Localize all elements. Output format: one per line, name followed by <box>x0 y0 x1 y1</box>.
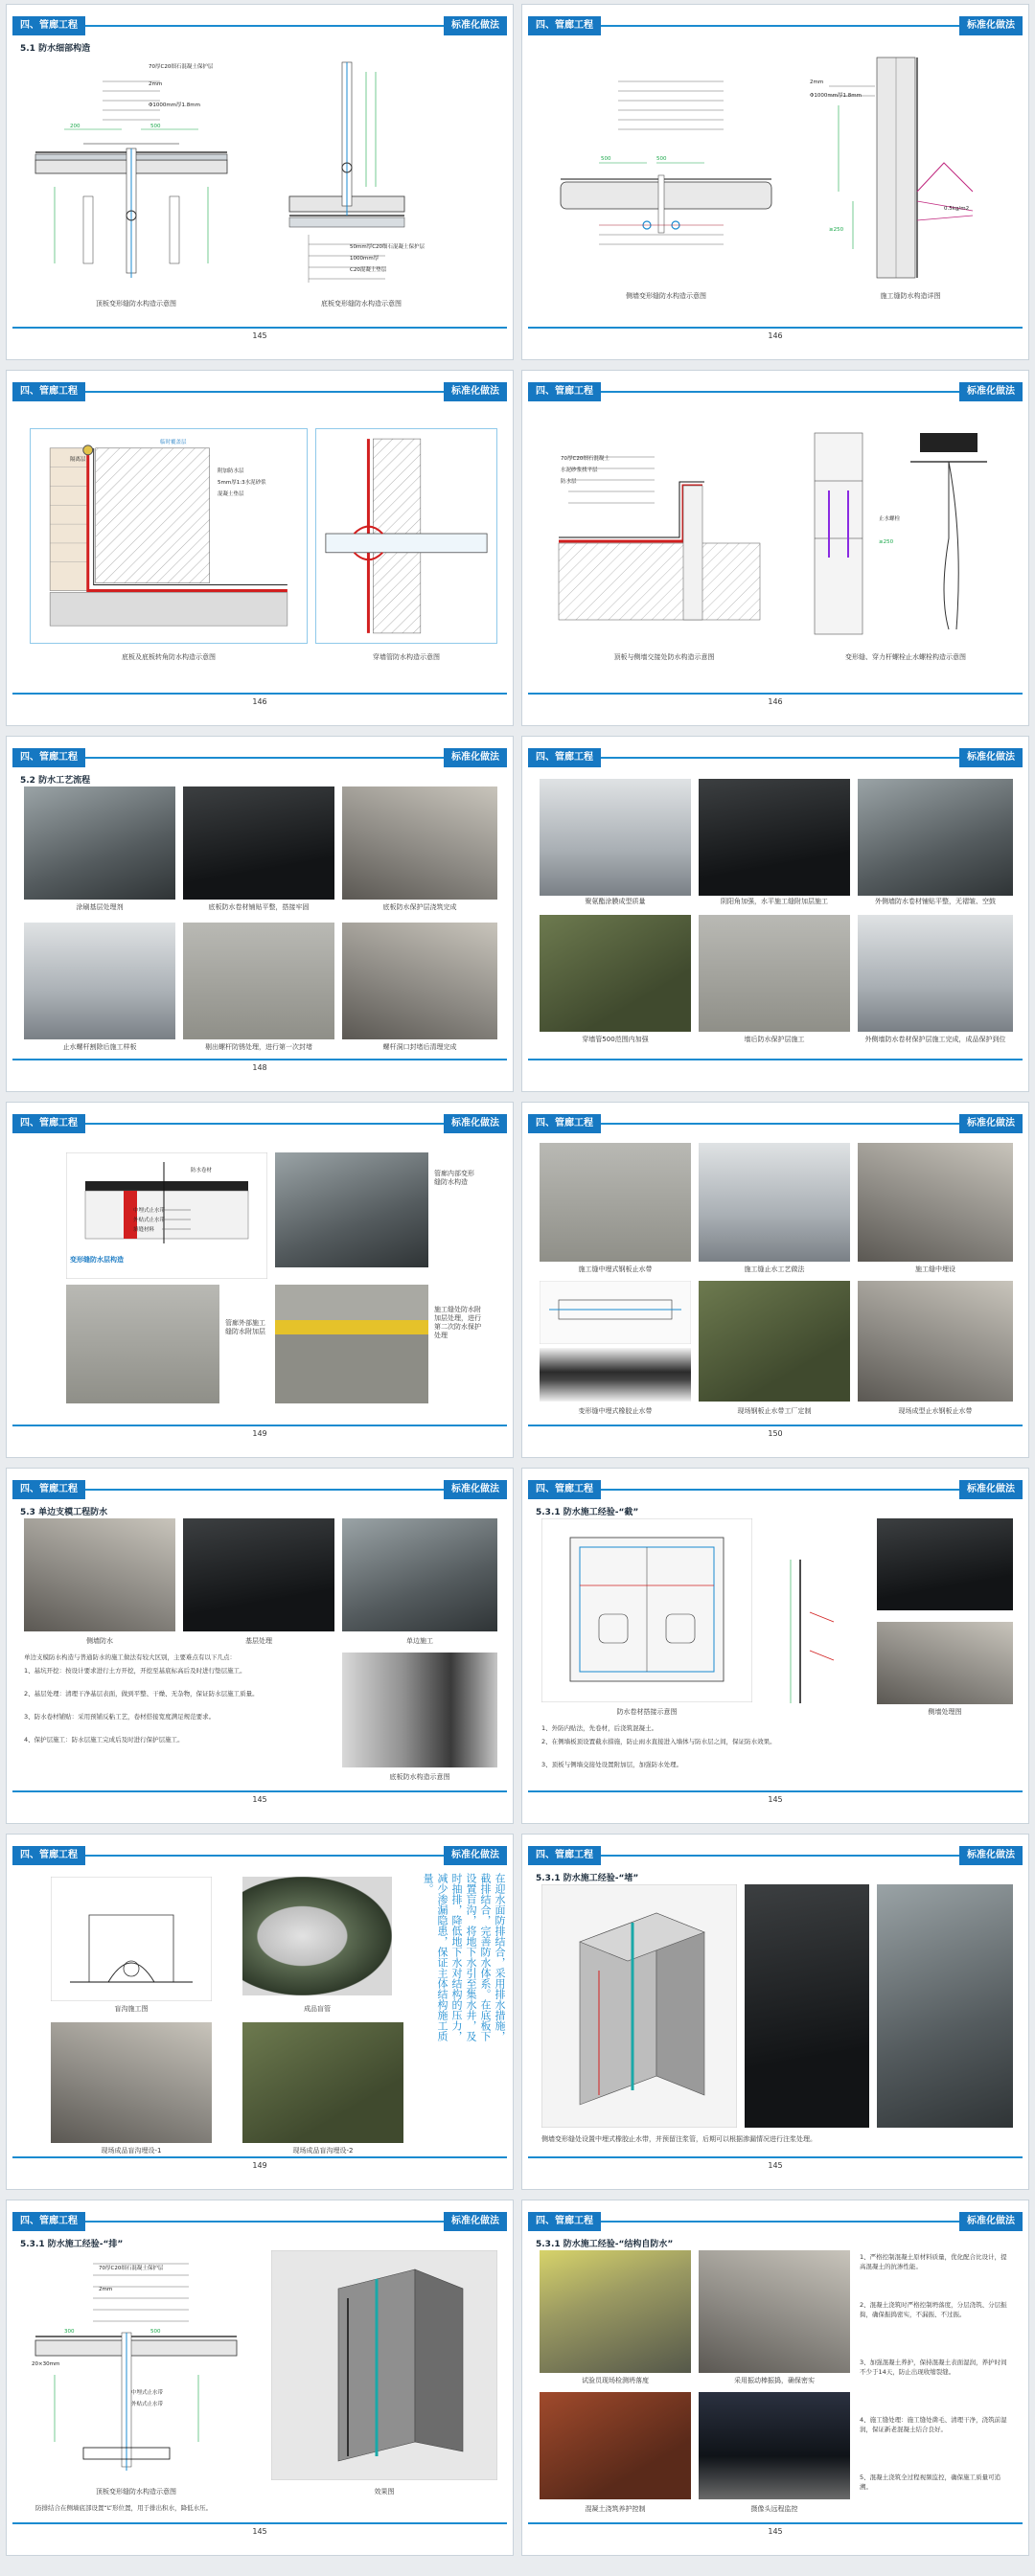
drawing-label: 防水层 <box>561 479 577 485</box>
body-paragraph: 2、在侧墙板顶设置截水措施，防止雨水直接进入墙体与防水层之间，保证防水效果。 <box>541 1738 776 1745</box>
drawing-label: 水泥砂浆找平层 <box>561 467 598 473</box>
section-badge: 四、管廊工程 <box>528 382 601 401</box>
slide-13 <box>6 2200 514 2556</box>
drawing-label: 500 <box>601 156 611 162</box>
vertical-description: 在迎水面防排结合，采用排水措施，截排结合，完善防水体系。在底板下设置盲沟，将地下水引至集水井，及时抽排，降低地下水对结构的压力，减少渗漏隐患，保证主体结构施工质量。 <box>422 1873 506 2041</box>
photo <box>183 923 334 1039</box>
standard-badge: 标准化做法 <box>444 1480 507 1499</box>
page-number: 150 <box>768 1429 783 1438</box>
photo <box>540 1143 691 1262</box>
slide-10 <box>521 1468 1029 1824</box>
drawing-label: 中埋式止水带 <box>131 2390 164 2396</box>
slide-subtitle: 5.3.1 防水施工经验-“截” <box>536 1508 639 1517</box>
photo-caption: 施工缝止水工艺做法 <box>744 1265 805 1273</box>
photo-caption: 底板防水保护层浇筑完成 <box>382 903 457 911</box>
side-wall-joint-drawing <box>541 62 791 283</box>
page-number: 149 <box>252 2161 267 2170</box>
slide-subtitle: 5.3.1 防水施工经验-“结构自防水” <box>536 2240 674 2249</box>
photo <box>183 786 334 900</box>
drawing-label: 20×30mm <box>32 2361 60 2367</box>
drawing-label: C20混凝土垫层 <box>350 267 387 273</box>
photo <box>699 915 850 1032</box>
standard-badge: 标准化做法 <box>444 2212 507 2231</box>
photo <box>699 779 850 896</box>
standard-badge: 标准化做法 <box>959 382 1023 401</box>
photo <box>540 1348 691 1402</box>
figure-caption: 底板及底板转角防水构造示意图 <box>122 653 216 661</box>
section-badge: 四、管廊工程 <box>12 1846 85 1865</box>
drawing-label: 0.5kg/m2 <box>944 206 970 212</box>
slide-9 <box>6 1468 514 1824</box>
photo <box>540 2250 691 2373</box>
page-number: 149 <box>252 1429 267 1438</box>
body-paragraph: 防排结合在侧墙底部设置“L”形位置，用于排出积水，降低水压。 <box>35 2504 213 2512</box>
page-number: 148 <box>252 1063 267 1072</box>
photo-caption: 止水螺杆割除后施工样板 <box>62 1043 137 1051</box>
standard-badge: 标准化做法 <box>959 2212 1023 2231</box>
slide-1 <box>6 4 514 360</box>
body-paragraph: 3、防水卷材铺贴：采用预铺反粘工艺，卷材搭接宽度满足规范要求。 <box>24 1713 216 1721</box>
photo <box>242 2022 403 2143</box>
photo-caption: 穿墙管500范围内加强 <box>582 1036 649 1043</box>
photo <box>540 915 691 1032</box>
drawing-label: 500 <box>150 2329 161 2335</box>
bolt-wall-drawing <box>795 423 1016 649</box>
photo-caption: 基层处理 <box>245 1637 272 1645</box>
photo <box>24 923 175 1039</box>
figure-caption: 底板防水构造示意图 <box>389 1773 450 1781</box>
page-number: 146 <box>252 697 267 706</box>
photo-caption: 剔出螺杆防锈处理，进行第一次封堵 <box>205 1043 312 1051</box>
photo <box>858 1281 1013 1402</box>
photo-caption: 涂刷基层处理剂 <box>76 903 124 911</box>
figure-caption: 顶板与侧墙交接处防水构造示意图 <box>613 653 715 661</box>
drawing-label: 70厚C20细石混凝土保护层 <box>99 2266 164 2271</box>
photo <box>183 1518 334 1631</box>
standard-badge: 标准化做法 <box>444 382 507 401</box>
photo <box>877 1884 1013 2128</box>
photo-caption: 采用振动棒振捣，确保密实 <box>734 2377 815 2384</box>
section-badge: 四、管廊工程 <box>12 16 85 35</box>
photo <box>342 786 497 900</box>
photo <box>540 779 691 896</box>
drawing-label: 2mm <box>99 2287 113 2292</box>
roof-joint-drawing <box>26 53 246 292</box>
construction-joint-drawing <box>810 48 1001 287</box>
drawing-label: 1000mm厚 <box>350 256 380 262</box>
body-paragraph: 1、严格控制混凝土原材料质量，优化配合比设计，提高混凝土的抗渗性能。 <box>860 2253 1007 2270</box>
photo <box>342 923 497 1039</box>
photo-caption: 现场成品盲沟埋设-2 <box>292 2147 354 2154</box>
photo <box>66 1285 219 1403</box>
slide-4 <box>521 370 1029 726</box>
photo <box>342 1653 497 1767</box>
photo-caption: 阴阳角加强，水平施工缝附加层施工 <box>721 898 828 905</box>
section-badge: 四、管廊工程 <box>528 1480 601 1499</box>
photo-caption: 外侧墙防水卷材保护层施工完成，成品保护到位 <box>864 1036 1006 1043</box>
figure-caption: 效果图 <box>374 2488 395 2496</box>
drawing-label: Φ1000mm厚1.8mm <box>149 103 201 108</box>
section-badge: 四、管廊工程 <box>528 1846 601 1865</box>
slide-5 <box>6 736 514 1092</box>
photo-caption: 混凝土浇筑养护控制 <box>585 2505 646 2513</box>
drawing-label: 隔离层 <box>70 457 86 463</box>
drawing-label: 填缝材料 <box>133 1227 155 1233</box>
section-badge: 四、管廊工程 <box>528 748 601 767</box>
drawing-label: 200 <box>70 124 80 129</box>
photo <box>275 1285 428 1403</box>
drawing-label: 2mm <box>149 81 163 87</box>
drawing-label: ≥250 <box>879 539 894 545</box>
page-number: 146 <box>768 697 783 706</box>
drawing-label: 2mm <box>810 80 824 85</box>
page-number: 145 <box>252 331 267 340</box>
figure-caption: 防水卷材搭接示意图 <box>616 1708 678 1716</box>
figure-caption: 穿墙管防水构造示意图 <box>373 653 440 661</box>
page-number: 146 <box>768 331 783 340</box>
page-number: 145 <box>768 1795 783 1804</box>
photo <box>242 1877 392 1995</box>
photo <box>275 1152 428 1267</box>
photo-caption: 单边施工 <box>406 1637 433 1645</box>
drawing-label: 止水螺栓 <box>879 516 901 522</box>
photo <box>51 2022 212 2143</box>
drawing-label: 临时覆盖层 <box>160 440 187 445</box>
photo-caption: 摄像头远程监控 <box>750 2505 798 2513</box>
photo-caption: 试验员现场检测坍落度 <box>582 2377 649 2384</box>
page-number: 145 <box>768 2161 783 2170</box>
floor-joint-drawing <box>270 53 424 292</box>
photo-caption: 管廊内部变形缝防水构造 <box>434 1170 474 1186</box>
section-badge: 四、管廊工程 <box>12 2212 85 2231</box>
photo <box>699 2250 850 2373</box>
figure-caption: 侧墙变形缝处设置中埋式橡胶止水带，并预留注浆管，后期可以根据渗漏情况进行注浆处理。 <box>541 2135 816 2143</box>
drawing-label: ≥250 <box>829 227 844 233</box>
standard-badge: 标准化做法 <box>959 1846 1023 1865</box>
body-paragraph: 3、加强混凝土养护，保持混凝土表面湿润，养护时间不少于14天，防止出现收缩裂缝。 <box>860 2359 1007 2376</box>
photo-caption: 变形缝中埋式橡胶止水带 <box>578 1407 653 1415</box>
page-number: 145 <box>252 1795 267 1804</box>
drawing-label: 外贴式止水带 <box>133 1218 166 1223</box>
photo <box>745 1884 869 2128</box>
drawing-label: 300 <box>64 2329 75 2335</box>
slide-12 <box>521 1834 1029 2190</box>
photo <box>699 1281 850 1402</box>
standard-badge: 标准化做法 <box>444 1114 507 1133</box>
figure-caption: 变形缝防水层构造 <box>70 1256 124 1264</box>
drawing-label: 外贴式止水带 <box>131 2402 164 2407</box>
slide-subtitle: 5.2 防水工艺流程 <box>20 776 91 786</box>
photo-caption: 墙后防水保护层施工 <box>744 1036 805 1043</box>
drawing-label: 50mm厚C20细石混凝土保护层 <box>350 244 426 250</box>
section-badge: 四、管廊工程 <box>528 2212 601 2231</box>
standard-badge: 标准化做法 <box>444 1846 507 1865</box>
drawing-label: 混凝土垫层 <box>218 491 244 497</box>
section-badge: 四、管廊工程 <box>528 16 601 35</box>
photo <box>699 1143 850 1262</box>
drawing-label: 5mm厚1:3水泥砂浆 <box>218 480 266 486</box>
side-wall-detail-drawing <box>762 1555 839 1708</box>
body-paragraph: 1、基坑开挖：按设计要求进行土方开挖，开挖至基底标高后及时进行垫层施工。 <box>24 1667 246 1675</box>
slide-subtitle: 5.3 单边支模工程防水 <box>20 1508 108 1517</box>
photo-caption: 现场成型止水钢板止水带 <box>898 1407 973 1415</box>
effect-drawing <box>271 2250 497 2480</box>
body-paragraph: 3、顶板与侧墙交接处设置附加层，加强防水处理。 <box>541 1761 683 1768</box>
section-badge: 四、管廊工程 <box>12 1114 85 1133</box>
figure-caption: 施工缝防水构造详图 <box>880 292 941 300</box>
figure-caption: 盲沟施工图 <box>114 2005 149 2013</box>
photo-caption: 底板防水卷材铺贴平整，搭接牢固 <box>208 903 310 911</box>
waterstop-drawing <box>540 1281 691 1344</box>
drawing-label: 附加防水层 <box>218 468 244 474</box>
standard-badge: 标准化做法 <box>444 748 507 767</box>
figure-caption: 侧墙变形缝防水构造示意图 <box>626 292 706 300</box>
photo <box>877 1518 1013 1610</box>
figure-caption: 顶板变形缝防水构造示意图 <box>96 300 176 308</box>
slide-7 <box>6 1102 514 1458</box>
drawing-label: 中埋式止水带 <box>133 1208 166 1214</box>
standard-badge: 标准化做法 <box>959 1114 1023 1133</box>
photo <box>540 2392 691 2499</box>
standard-badge: 标准化做法 <box>959 1480 1023 1499</box>
slide-2 <box>521 4 1029 360</box>
body-paragraph: 5、混凝土浇筑全过程视频监控，确保施工质量可追溯。 <box>860 2473 1001 2491</box>
slide-14 <box>521 2200 1029 2556</box>
photo-caption: 外侧墙防水卷材铺贴平整，无褶皱、空鼓 <box>875 898 996 905</box>
section-badge: 四、管廊工程 <box>12 1480 85 1499</box>
section-badge: 四、管廊工程 <box>528 1114 601 1133</box>
pipe-through-wall-drawing <box>315 428 497 644</box>
waterstop-3d-drawing <box>541 1884 737 2128</box>
slide-subtitle: 5.1 防水细部构造 <box>20 44 91 54</box>
blind-ditch-drawing <box>51 1877 212 2001</box>
slide-subtitle: 5.3.1 防水施工经验-“堵” <box>536 1874 639 1883</box>
photo <box>24 1518 175 1631</box>
drawing-label: Φ1000mm厚1.8mm <box>810 93 862 99</box>
membrane-lap-drawing <box>541 1518 752 1702</box>
drawing-label: 500 <box>656 156 667 162</box>
standard-badge: 标准化做法 <box>959 748 1023 767</box>
drawing-label: 70厚C20细石混凝土保护层 <box>149 64 214 70</box>
standard-badge: 标准化做法 <box>444 16 507 35</box>
slide-3 <box>6 370 514 726</box>
body-paragraph: 4、保护层施工：防水层施工完成后及时进行保护层施工。 <box>24 1736 184 1744</box>
figure-caption: 变形缝、穿力杆螺栓止水螺栓构造示意图 <box>845 653 966 661</box>
standard-badge: 标准化做法 <box>959 16 1023 35</box>
photo <box>858 1143 1013 1262</box>
body-paragraph: 2、混凝土浇筑时严格控制坍落度，分层浇筑、分层振捣，确保振捣密实，不漏振、不过振。 <box>860 2301 1007 2318</box>
body-paragraph: 4、施工缝处理：施工缝处凿毛、清理干净，浇筑前湿润，保证新老混凝土结合良好。 <box>860 2416 1007 2433</box>
page-number: 145 <box>768 2527 783 2536</box>
slide-6 <box>521 736 1029 1092</box>
body-paragraph: 2、基层处理：清理干净基层表面，做到平整、干燥、无杂物，保证防水层施工质量。 <box>24 1690 259 1698</box>
drawing-label: 70厚C20细石混凝土 <box>561 456 610 462</box>
photo <box>877 1622 1013 1704</box>
photo-caption: 施工缝中埋式钢板止水带 <box>578 1265 653 1273</box>
figure-caption: 底板变形缝防水构造示意图 <box>321 300 402 308</box>
photo <box>858 915 1013 1032</box>
drawing-label: 防水卷材 <box>191 1168 213 1174</box>
photo-caption: 管廊外部施工缝防水附加层 <box>225 1319 265 1335</box>
slide-11 <box>6 1834 514 2190</box>
photo-caption: 聚氨酯涂膜成型质量 <box>585 898 646 905</box>
drawing-label: 500 <box>150 124 161 129</box>
section-badge: 四、管廊工程 <box>12 382 85 401</box>
photo-caption: 现场钢板止水带工厂定制 <box>737 1407 812 1415</box>
body-paragraph: 单边支模防水构造与普通防水的施工做法有较大区别，主要难点有以下几点： <box>24 1653 236 1661</box>
photo <box>699 2392 850 2499</box>
page-number: 145 <box>252 2527 267 2536</box>
photo-caption: 侧墙防水 <box>86 1637 113 1645</box>
photo <box>858 779 1013 896</box>
photo <box>342 1518 497 1631</box>
figure-caption: 侧墙处理图 <box>928 1708 962 1716</box>
slide-8 <box>521 1102 1029 1458</box>
photo-caption: 现场成品盲沟埋设-1 <box>101 2147 162 2154</box>
photo-caption: 施工缝中埋设 <box>915 1265 955 1273</box>
photo-caption: 施工缝处防水附加层处理，进行第二次防水保护处理 <box>434 1306 481 1339</box>
slide-subtitle: 5.3.1 防水施工经验-“排” <box>20 2240 124 2249</box>
photo-caption: 成品盲管 <box>304 2005 331 2013</box>
figure-caption: 顶板变形缝防水构造示意图 <box>96 2488 176 2496</box>
photo-caption: 螺杆洞口封堵后清理完成 <box>382 1043 457 1051</box>
section-badge: 四、管廊工程 <box>12 748 85 767</box>
body-paragraph: 1、外防内贴法，先卷材，后浇筑混凝土。 <box>541 1724 658 1732</box>
photo <box>24 786 175 900</box>
